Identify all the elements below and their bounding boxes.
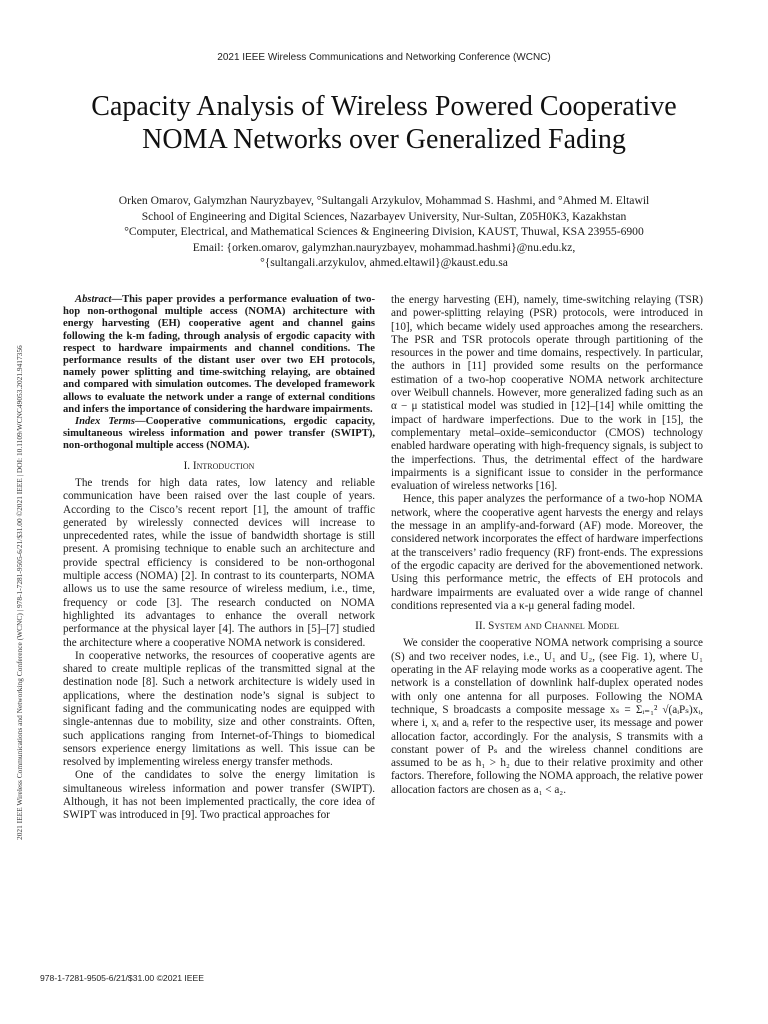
title-line-2: NOMA Networks over Generalized Fading — [142, 124, 626, 155]
index-terms-text: —Cooperative communications, ergodic capacity, simultaneous wireless information and power transfer (SWIPT), non-orthogonal multiple access (NOMA). — [63, 416, 375, 452]
affiliation-2: °Computer, Electrical, and Mathematical Sciences & Engineering Division, KAUST, Thuwal, KSA 23955-6900 — [124, 225, 644, 239]
intro-paragraph-4: Hence, this paper analyzes the performance of a two-hop NOMA network, where the cooperative agent harvests the energy and relays the message in an amplify-and-forward (AF) mode. Moreover, the considered network incorporates the effect of hardware imperfections at the transceivers’ radio frequency (RF) front-ends. The expressions of the ergodic capacity are derived for the abovementioned network. Using this performance metric, the effects of EH protocols and hardware impairments are evaluated over a wide range of channel conditions represented via a κ-μ general fading model. — [391, 493, 703, 612]
index-terms — [63, 416, 375, 453]
section-title-introduction: I. Introduction — [183, 459, 255, 472]
intro-paragraph-3-continued: the energy harvesting (EH), namely, time-switching relaying (TSR) and power-splitting relaying (PSR) protocols, were introduced in [10], which became widely used approaches among the researchers. The PSR and TSR protocols operate through partitioning of the resources in the power and time domains, respectively. In particular, the authors in [11] provided some results on the performance estimation of a two-hop cooperative NOMA network architecture over Weibull channels. However, more generalized fading such as an α − μ statistical model was studied in [12]–[14] while omitting the impact of hardware imperfections. Due to the work in [15], the complementary metal–oxide–semiconductor (CMOS) technology enabled hardware operating with high-frequency signals, is subject to the imperfections. Thus, the detrimental effect of the hardware impairments is a significant issue to consider in the performance evaluation of wireless networks [16]. — [391, 294, 703, 493]
email-line-2: °{sultangali.arzykulov, ahmed.eltawil}@kaust.edu.sa — [260, 256, 508, 270]
left-column — [63, 294, 375, 823]
affiliation-1: School of Engineering and Digital Sciences, Nazarbayev University, Nur-Sultan, Z05H0K3, Kazakhstan — [141, 209, 627, 223]
author-names: Orken Omarov, Galymzhan Nauryzbayev, °Sultangali Arzykulov, Mohammad S. Hashmi, and °Ahmed M. Eltawil — [118, 194, 650, 207]
footer-copyright: 978-1-7281-9505-6/21/$31.00 ©2021 IEEE — [40, 973, 205, 983]
system-model-paragraph: We consider the cooperative NOMA network comprising a source (S) and two receiver nodes, i.e., U₁ and U₂, (see Fig. 1), where U₁ operating in the AF relaying mode works as a cooperative agent. The network is a constellation of downlink half-duplex operated nodes with only one antenna for all purposes. Following the NOMA technique, S broadcasts a composite message xₛ = Σᵢ₌₁² √(aᵢPₛ)xᵢ, where i, xᵢ and aᵢ refer to the respective user, its message and power allocation factor, accordingly. For the analysis, S transmits with a constant power of Pₛ and the wireless channel conditions are assumed to be as h₁ > h₂ due to their relative proximity and other factors. Therefore, following the NOMA approach, the relative power allocation factors are chosen as a₁ < a₂. — [391, 637, 703, 796]
conference-header: 2021 IEEE Wireless Communications and Networking Conference (WCNC) — [217, 52, 551, 63]
paper-title — [40, 90, 728, 156]
intro-paragraph-3: One of the candidates to solve the energy limitation is simultaneous wireless information and power transfer (SWIPT). Although, it has not been implemented practically, the core idea of SWIPT was introduced in [9]. Two practical approaches for — [63, 769, 375, 822]
intro-paragraph-2: In cooperative networks, the resources of cooperative agents are shared to create multiple replicas of the transmitted signal at the destination node [8]. Such a network architecture is widely used in applications, where the destination node’s signal is subject to significant fading and the communicating nodes are equipped with single-antennas due to mobility, size and other constraints. Often, such applications ranging from Internet-of-Things to biomedical sensors experience energy limitations as well. This issue can be resolved by implementing wireless energy transfer methods. — [63, 649, 375, 769]
email-line-1: Email: {orken.omarov, galymzhan.nauryzbayev, mohammad.hashmi}@nu.edu.kz, — [192, 240, 576, 254]
right-column — [391, 294, 703, 797]
index-terms-label: Index Terms — [75, 416, 135, 428]
intro-paragraph-1: The trends for high data rates, low latency and reliable communication have been raised over the last couple of years. According to the Cisco’s recent report [1], the amount of traffic generated by wirelessly connected devices will increase to unprecedented rates, while the issue of bandwidth shortage is still present. A promising technique to enable such an architecture and provide spectral efficiency is considered to be non-orthogonal multiple access (NOMA) [2]. In contrast to its counterparts, NOMA allows us to use the same resource of wireless medium, i.e., time, frequency or code [3]. The research conducted on NOMA highlighted its advantages to enhance the overall network performance at the physical layer [4]. The authors in [5]–[7] studied the architecture where a cooperative NOMA network is considered. — [63, 476, 375, 649]
abstract-text: —This paper provides a performance evaluation of two-hop non-orthogonal multiple access (NOMA) architecture with energy harvesting (EH) cooperative agent and channel gains following the k-m fading, through analysis of ergodic capacity with respect to hardware impairments and channel conditions. The performance results of the distant user over two EH protocols, namely power splitting and time-switching relaying, are obtained and compared with simulation outcomes. The developed framework allows to evaluate the network under a range of external conditions and infers the importance of considering the hardware impairments. — [63, 294, 375, 415]
abstract-label: Abstract — [75, 294, 112, 305]
author-block — [40, 193, 728, 271]
title-line-1: Capacity Analysis of Wireless Powered Cooperative — [91, 91, 677, 122]
side-identifier: 2021 IEEE Wireless Communications and Networking Conference (WCNC) | 978-1-7281-9505-6/21/$31.00 ©2021 IEEE | DOI: 10.1109/WCNC49053.2021.9417356 — [15, 345, 24, 840]
section-title-system-model: II. System and Channel Model — [475, 620, 619, 633]
abstract — [63, 294, 375, 416]
